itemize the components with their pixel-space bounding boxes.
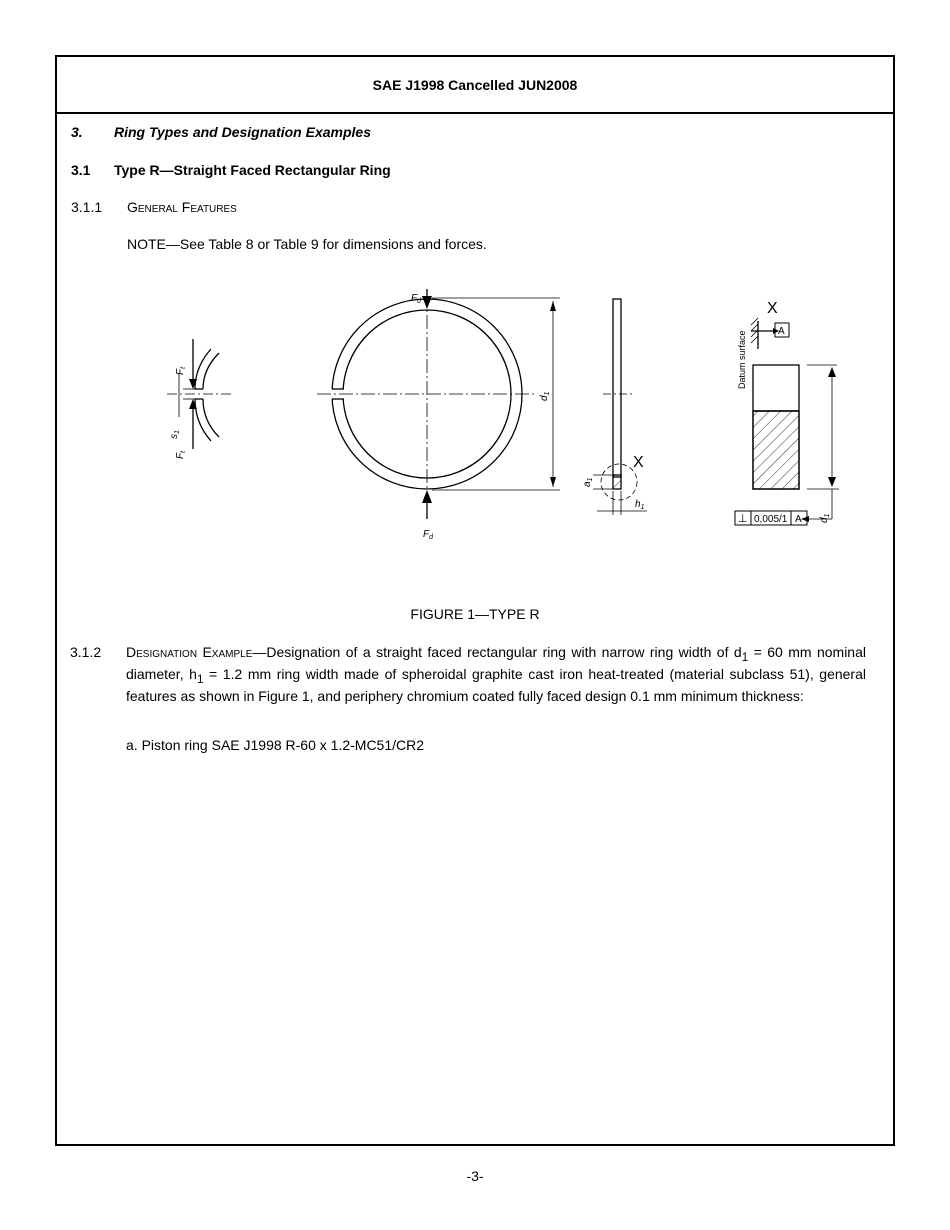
perpendicularity-symbol: ⊥ <box>738 513 748 525</box>
designation-title: Designation Example <box>126 644 253 660</box>
s1-label: $s_1$ <box>169 430 181 439</box>
designation-item-a: a. Piston ring SAE J1998 R-60 x 1.2-MC51/CR2 <box>126 737 425 753</box>
designation-paragraph <box>126 644 866 705</box>
section-3-1-1-title: General Features <box>127 199 237 215</box>
page-number: -3- <box>466 1168 484 1184</box>
figure-1-drawing <box>167 289 831 599</box>
datum-surface-label: Datum surface <box>737 330 747 389</box>
fd-bottom-arrow <box>422 490 432 503</box>
section-3-title: Ring Types and Designation Examples <box>114 124 371 140</box>
designation-text-a: —Designation of a straight faced rectangular ring with narrow ring width of d <box>252 644 742 660</box>
d1-ring-label: $d_1$ <box>539 391 551 401</box>
designation-text-c: = 1.2 mm ring width made of spheroidal graphite cast iron heat-treated (material subclass 51), general features as shown in Figure 1, and periphery chromium coated fully faced design 0.1 mm minimum thickness: <box>126 665 866 704</box>
page-frame <box>55 55 895 1146</box>
designation-sub-b: 1 <box>196 672 204 686</box>
fd-top-arrow <box>422 296 432 309</box>
designation-text-b: = 60 mm nominal diameter, h <box>126 644 866 682</box>
figure-caption: FIGURE 1—TYPE R <box>410 606 540 622</box>
section-3-1-1-number: 3.1.1 <box>71 199 103 215</box>
section-3-1-number: 3.1 <box>71 162 91 178</box>
tolerance-ref: A <box>795 514 802 525</box>
gap-arc-lower <box>203 399 219 437</box>
section-3-number: 3. <box>71 124 83 140</box>
d1-detail-label: $d_1$ <box>819 513 831 523</box>
tolerance-value: 0,005/1 <box>754 514 788 525</box>
section-3-1-title: Type R—Straight Faced Rectangular Ring <box>114 162 391 178</box>
a1-label: $a_1$ <box>582 477 594 487</box>
datum-ref-label: A <box>778 326 785 337</box>
x-marker-side: X <box>633 454 644 471</box>
ft-lower-label: $F_t$ <box>175 450 187 459</box>
designation-sub-a: 1 <box>741 650 749 664</box>
note-text: NOTE—See Table 8 or Table 9 for dimensions and forces. <box>127 236 487 252</box>
section-3-1-2-number: 3.1.2 <box>70 644 102 660</box>
gap-arc-upper <box>203 353 219 389</box>
ft-upper-label: $F_t$ <box>175 366 187 375</box>
header-bar <box>57 57 893 114</box>
header-title: SAE J1998 Cancelled JUN2008 <box>372 76 578 93</box>
fd-top-label: $F_d$ <box>411 293 422 305</box>
fd-bottom-label: $F_d$ <box>423 529 434 541</box>
h1-label: $h_1$ <box>635 499 645 511</box>
x-marker-detail: X <box>767 300 778 317</box>
ring-side-view <box>613 299 621 477</box>
